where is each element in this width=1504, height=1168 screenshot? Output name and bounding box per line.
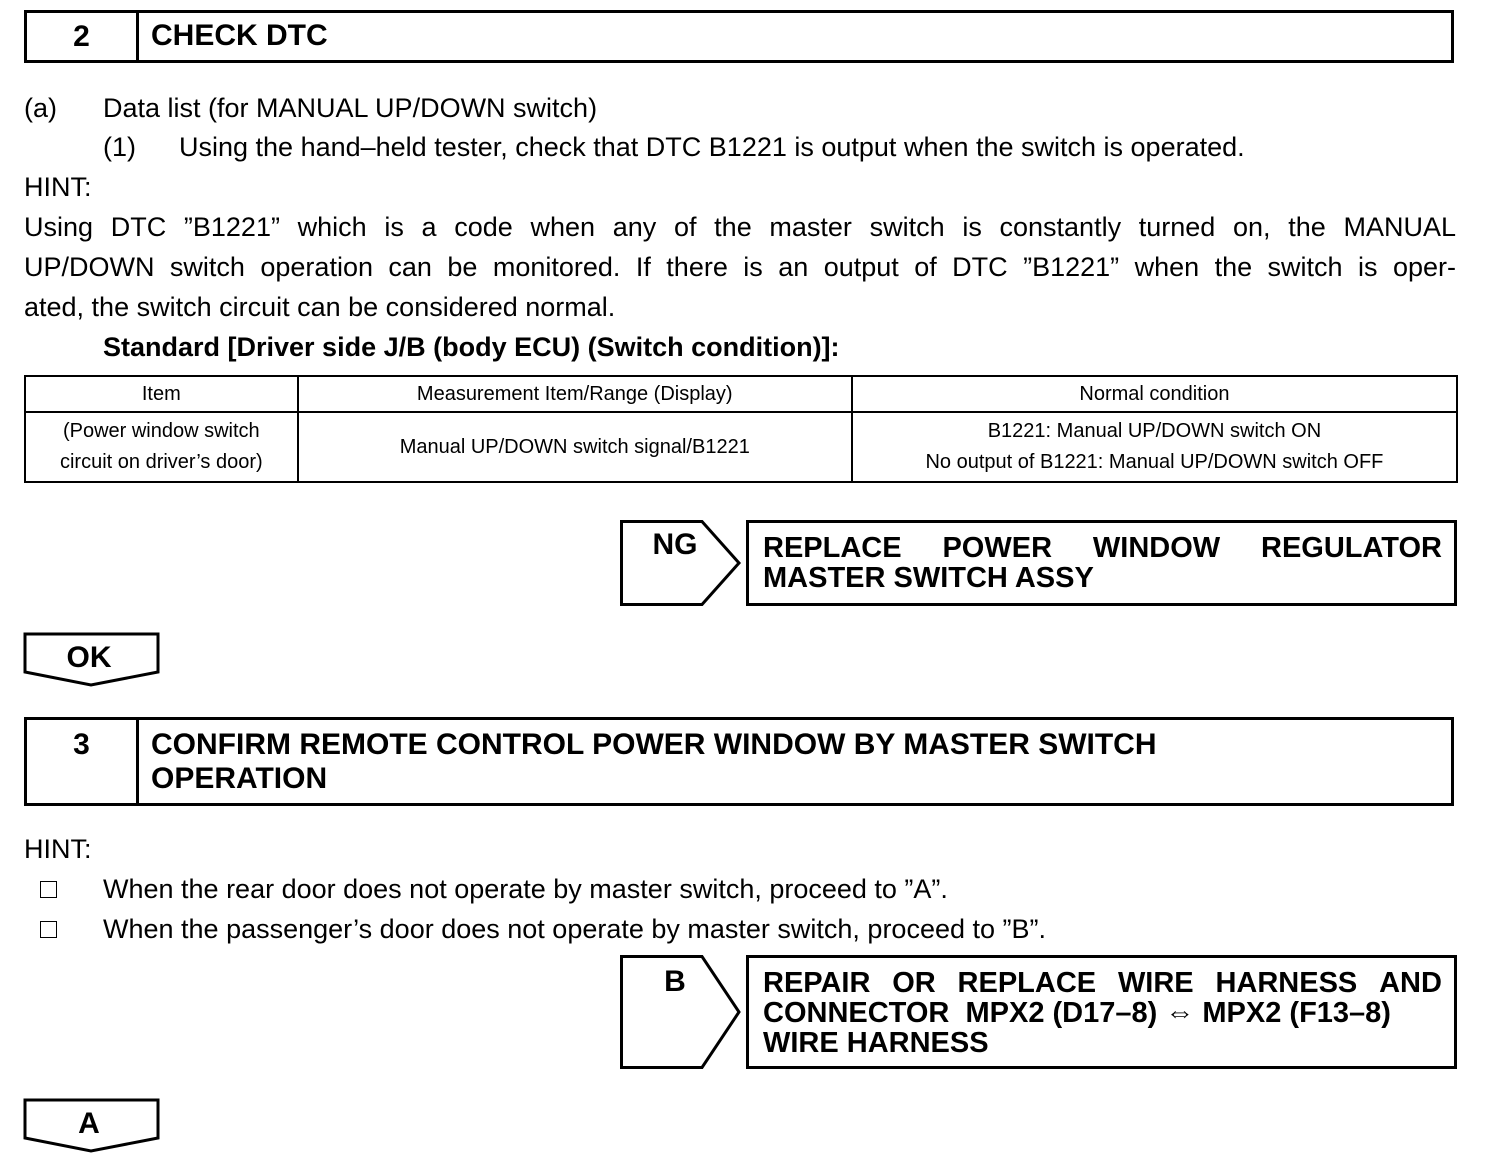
ng-action-line-1 (763, 533, 1442, 563)
item-line-1: (Power window switch (62, 420, 260, 442)
item-a-marker: (a) (24, 93, 57, 123)
standard-table (24, 375, 1458, 483)
ng-action-word: WINDOW (1092, 532, 1221, 564)
ng-label: NG (652, 528, 698, 561)
a-label: A (78, 1107, 100, 1140)
table-cell-item (25, 412, 298, 482)
hint-line-3: ated, the switch circuit can be considered normal. (24, 292, 616, 322)
hint-label: HINT: (24, 834, 92, 864)
hint-bullet-a: When the rear door does not operate by master switch, proceed to ”A”. (103, 874, 948, 904)
b-action-box (746, 955, 1457, 1069)
b-action-word: OR (892, 967, 936, 999)
table-header-row (25, 376, 1457, 412)
hint-label: HINT: (24, 172, 92, 202)
ng-action-line-2: MASTER SWITCH ASSY (763, 562, 1094, 594)
b-action-line-1 (763, 968, 1442, 998)
step-3-header (24, 717, 1454, 806)
step-title: CHECK DTC (151, 19, 328, 52)
item-line-2: circuit on driver’s door) (59, 451, 263, 473)
table-row (25, 412, 1457, 482)
b-action-line-2: CONNECTOR MPX2 (D17–8) ⇔ MPX2 (F13–8) (763, 997, 1391, 1029)
column-header-measurement: Measurement Item/Range (Display) (298, 376, 852, 412)
step-2-header (24, 10, 1454, 63)
hint-line-2-text: UP/DOWN switch operation can be monitored. If there is an output of DTC ”B1221” when the switch is oper- (24, 252, 1456, 282)
b-result-tag (620, 955, 742, 1069)
step-title (139, 720, 1451, 803)
b-action-word: REPLACE (957, 967, 1097, 999)
ng-action-word: REPLACE (763, 532, 902, 564)
hint-bullet-b: When the passenger’s door does not operate by master switch, proceed to ”B”. (103, 914, 1047, 944)
sub-item-1-text: Using the hand–held tester, check that DTC B1221 is output when the switch is operated. (179, 132, 1245, 162)
b-action-word: REPAIR (763, 967, 871, 999)
column-header-normal-condition: Normal condition (852, 376, 1457, 412)
bullet-box-icon (40, 921, 57, 938)
ng-action-word: POWER (942, 532, 1053, 564)
ng-action-word: REGULATOR (1261, 532, 1442, 564)
step-title-line-1: CONFIRM REMOTE CONTROL POWER WINDOW BY MASTER SWITCH (151, 728, 1157, 761)
b-action-word: HARNESS (1215, 967, 1358, 999)
step-number: 3 (27, 720, 139, 803)
a-result-tag (22, 1098, 162, 1154)
item-a-text: Data list (for MANUAL UP/DOWN switch) (103, 93, 598, 123)
normal-line-1: B1221: Manual UP/DOWN switch ON (987, 420, 1322, 442)
ok-label: OK (66, 641, 112, 674)
step-title-line-2: OPERATION (151, 762, 328, 795)
normal-line-2: No output of B1221: Manual UP/DOWN switch OFF (925, 451, 1384, 473)
hint-line-1-text: Using DTC ”B1221” which is a code when any of the master switch is constantly turned on, the MANUAL (24, 212, 1456, 242)
standard-heading: Standard [Driver side J/B (body ECU) (Switch condition)]: (103, 332, 840, 362)
bullet-box-icon (40, 881, 57, 898)
table-cell-normal-condition (852, 412, 1457, 482)
b-label: B (664, 965, 686, 998)
b-action-line-3: WIRE HARNESS (763, 1027, 989, 1059)
hint-line-1 (24, 207, 1456, 247)
sub-item-1-marker: (1) (103, 132, 136, 162)
b-action-word: WIRE (1117, 967, 1194, 999)
ng-action-box (746, 520, 1457, 606)
hint-line-2 (24, 247, 1456, 287)
ng-result-tag (620, 520, 742, 606)
table-cell-measurement: Manual UP/DOWN switch signal/B1221 (298, 412, 852, 482)
step-number: 2 (27, 13, 139, 60)
column-header-item: Item (25, 376, 298, 412)
ok-result-tag (22, 632, 162, 688)
b-action-word: AND (1379, 967, 1442, 999)
